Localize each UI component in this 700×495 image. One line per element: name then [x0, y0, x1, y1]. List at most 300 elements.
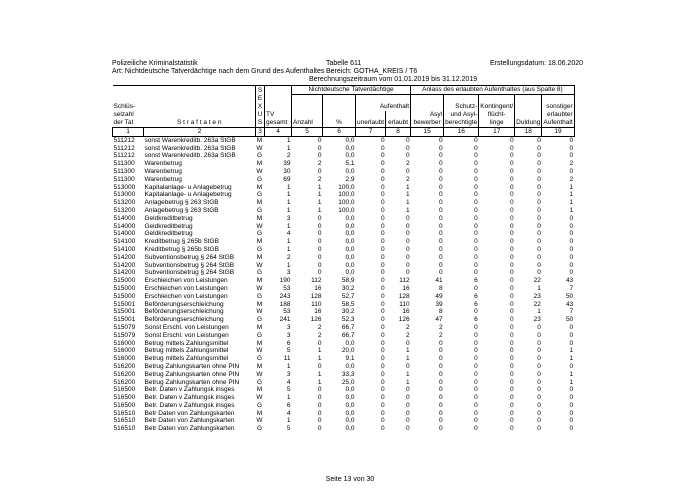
sonstiger-cell: 50 [565, 316, 574, 324]
asyl-cell: 0 [438, 230, 443, 238]
key-cell: 511300 [113, 175, 135, 183]
sonstiger-cell: 0 [569, 136, 574, 144]
pct-cell: 58,9 [341, 277, 355, 285]
duldung-cell: 0 [537, 253, 541, 261]
erlaubt-cell: 0 [405, 339, 410, 347]
unerlaubt-cell: 0 [380, 277, 385, 285]
column-number-row [113, 128, 575, 137]
unerlaubt-cell: 0 [380, 331, 385, 339]
crime-cell: Warenbetrug [144, 160, 182, 168]
sex-cell: M [256, 253, 263, 261]
duldung-cell: 0 [537, 386, 541, 394]
pct-cell: 30,2 [341, 308, 355, 316]
schutz-cell: 0 [474, 409, 478, 417]
key-cell: 515001 [113, 316, 136, 324]
unerlaubt-cell: 0 [380, 269, 385, 277]
column-number: 17 [479, 128, 515, 137]
unerlaubt-cell: 0 [380, 152, 385, 160]
sonstiger-cell: 0 [569, 425, 574, 433]
duldung-cell: 0 [537, 339, 541, 347]
sonstiger-cell: 0 [569, 401, 574, 409]
tv-total-cell: 11 [283, 355, 291, 363]
asyl-cell: 0 [438, 144, 443, 152]
pct-cell: 2,9 [345, 175, 355, 183]
duldung-cell: 0 [537, 394, 541, 402]
duldung-cell: 23 [533, 316, 541, 324]
kontingent-cell: 0 [510, 160, 514, 168]
asyl-cell: 0 [438, 401, 443, 409]
key-cell: 514200 [113, 269, 136, 277]
asyl-cell: 47 [435, 316, 443, 324]
sonstiger-cell: 0 [569, 222, 574, 230]
schutz-header: Schutz- [444, 103, 479, 111]
asyl-cell: 0 [438, 253, 443, 261]
count-cell: 128 [310, 292, 322, 300]
table-row [113, 215, 575, 223]
kontingent-cell: 0 [510, 284, 514, 292]
tv-total-cell: 3 [286, 331, 291, 339]
key-cell: 514200 [113, 253, 136, 261]
duldung-cell: 0 [537, 160, 541, 168]
crime-cell: Betrug mittels Zahlungsmittel [144, 347, 229, 355]
erlaubt-cell: 16 [402, 308, 410, 316]
sex-header: X [256, 103, 265, 111]
pct-header: % [323, 119, 356, 128]
sex-cell: W [256, 417, 263, 425]
kontingent-cell: 0 [510, 300, 514, 308]
schutz-cell: 6 [474, 316, 478, 324]
duldung-cell: 0 [537, 206, 541, 214]
column-number: 18 [515, 128, 542, 137]
erlaubt-cell: 2 [405, 331, 410, 339]
table-row [113, 316, 575, 324]
erlaubt-cell: 0 [405, 230, 410, 238]
pct-cell: 0,0 [345, 339, 355, 347]
pct-cell: 0,0 [345, 386, 355, 394]
duldung-cell: 0 [537, 370, 541, 378]
sonstiger-cell: 0 [569, 245, 574, 253]
count-cell: 0 [317, 401, 322, 409]
duldung-cell: 0 [537, 199, 541, 207]
unerlaubt-cell: 0 [380, 355, 385, 363]
schutz-cell: 0 [474, 394, 478, 402]
unerlaubt-cell: 0 [380, 199, 385, 207]
count-cell: 0 [317, 409, 322, 417]
sonstiger-cell: 50 [565, 292, 574, 300]
asyl-cell: 0 [438, 238, 443, 246]
asyl-cell: 2 [438, 323, 443, 331]
table-header [113, 86, 575, 137]
table-row [113, 371, 575, 379]
duldung-cell: 0 [537, 167, 541, 175]
table-row [113, 386, 575, 394]
schutz-cell: 0 [474, 144, 478, 152]
schutz-cell: 0 [474, 269, 478, 277]
table-row [113, 207, 575, 215]
schutz-cell: 0 [474, 167, 478, 175]
duldung-cell: 0 [537, 331, 541, 339]
count-cell: 0 [317, 261, 322, 269]
table-row [113, 136, 575, 144]
crime-cell: sonst Warenkreditb. 263a StGB [144, 152, 236, 160]
sonstiger-cell: 0 [569, 331, 574, 339]
kontingent-cell: 0 [510, 292, 514, 300]
asyl-cell: 0 [438, 409, 443, 417]
sex-cell: W [256, 308, 263, 316]
erlaubt-cell: 0 [405, 144, 410, 152]
kontingent-cell: 0 [510, 261, 514, 269]
schutz-cell: 0 [474, 152, 478, 160]
unerlaubt-cell: 0 [380, 253, 385, 261]
table-row [113, 308, 575, 316]
crime-cell: Kapitalanlage- u Anlagebetrug [144, 191, 232, 199]
asyl-cell: 0 [438, 136, 443, 144]
sex-cell: G [256, 206, 263, 214]
sonstiger-cell: 7 [569, 308, 574, 316]
kontingent-cell: 0 [510, 199, 514, 207]
schutz-cell: 0 [474, 339, 478, 347]
duldung-cell: 0 [537, 261, 541, 269]
unerlaubt-cell: 0 [380, 214, 385, 222]
duldung-cell: 0 [537, 144, 541, 152]
key-cell: 515000 [113, 277, 136, 285]
asyl-header: bewerber [411, 119, 444, 128]
sex-cell: M [256, 339, 263, 347]
table-row [113, 425, 575, 433]
key-cell: 514200 [113, 261, 136, 269]
count-cell: 1 [317, 191, 322, 199]
schutz-cell: 0 [474, 222, 478, 230]
tv-total-cell: 4 [286, 409, 291, 417]
count-cell: 0 [317, 339, 322, 347]
schutz-cell: 0 [474, 417, 478, 425]
crime-cell: Warenbetrug [144, 175, 182, 183]
crime-cell: Betrug Zahlungskarten ohne PIN [144, 370, 240, 378]
key-cell: 515000 [113, 292, 136, 300]
asyl-cell: 0 [438, 214, 443, 222]
kontingent-header: Kontingent/ [480, 103, 514, 111]
column-number: 5 [292, 128, 323, 137]
schutz-cell: 0 [474, 245, 478, 253]
tv-total-cell: 243 [279, 292, 291, 300]
sex-header: U [256, 111, 265, 119]
tv-total-cell: 3 [286, 269, 291, 277]
sonstiger-cell: 7 [569, 284, 574, 292]
schutz-cell: 0 [474, 323, 478, 331]
table-row [113, 262, 575, 270]
count-cell: 0 [317, 394, 322, 402]
sex-cell: W [256, 284, 263, 292]
count-cell: 0 [317, 269, 322, 277]
tv-total-cell: 188 [279, 300, 291, 308]
sex-cell: G [256, 230, 263, 238]
sonstiger-cell: 43 [565, 300, 574, 308]
table-row [113, 363, 575, 371]
crime-cell: Betrug Zahlungskarten ohne PIN [144, 378, 240, 386]
pct-cell: 100,0 [338, 191, 355, 199]
erlaubt-cell: 0 [405, 409, 410, 417]
unerlaubt-cell: 0 [380, 339, 385, 347]
sonstiger-cell: 0 [569, 409, 574, 417]
asyl-cell: 0 [438, 261, 443, 269]
unerlaubt-cell: 0 [380, 409, 385, 417]
crime-cell: Erschleichen von Leistungen [144, 292, 228, 300]
key-cell: 516510 [113, 409, 136, 417]
kontingent-cell: 0 [510, 323, 514, 331]
key-cell: 511212 [113, 136, 135, 144]
crime-cell: Sonst Erschl. von Leistungen [144, 323, 229, 331]
kontingent-cell: 0 [510, 253, 514, 261]
kontingent-cell: 0 [510, 401, 514, 409]
sex-cell: M [256, 199, 263, 207]
erlaubt-cell: 0 [405, 245, 410, 253]
kontingent-cell: 0 [510, 308, 514, 316]
key-cell: 516500 [113, 386, 136, 394]
tv-total-cell: 5 [286, 347, 291, 355]
schutz-cell: 0 [474, 378, 478, 386]
schutz-cell: 0 [474, 284, 478, 292]
crime-cell: Betr. Daten v Zahlungsk insges [144, 386, 235, 394]
kontingent-cell: 0 [510, 355, 514, 363]
tv-total-cell: 4 [286, 230, 291, 238]
count-cell: 0 [317, 245, 322, 253]
count-cell: 110 [311, 300, 322, 308]
schutz-cell: 0 [474, 347, 478, 355]
key-cell: 511212 [113, 152, 135, 160]
tv-total-cell: 1 [286, 199, 291, 207]
sonstiger-cell: 1 [569, 347, 574, 355]
table-subtitle: Art: Nichtdeutsche Tatverdächtige nach dem Grund des Aufenthaltes [112, 68, 325, 75]
schutz-cell: 0 [474, 230, 478, 238]
schutz-cell: 6 [474, 300, 478, 308]
sonstiger-cell: 0 [569, 261, 574, 269]
pct-cell: 0,0 [345, 214, 355, 222]
duldung-cell: 0 [537, 222, 541, 230]
column-number: 2 [144, 128, 256, 137]
schutz-cell: 0 [474, 386, 478, 394]
schutz-cell: 0 [474, 401, 478, 409]
unerlaubt-cell: 0 [380, 160, 385, 168]
duldung-cell: 22 [533, 300, 541, 308]
key-cell: 514000 [113, 214, 136, 222]
sonstiger-cell: 1 [569, 191, 574, 199]
key-cell: 515001 [113, 308, 136, 316]
count-cell: 1 [317, 355, 322, 363]
asyl-cell: 0 [438, 425, 443, 433]
sex-cell: G [256, 378, 263, 386]
erlaubt-cell: 1 [405, 206, 410, 214]
kontingent-cell: 0 [510, 238, 514, 246]
erlaubt-cell: 1 [405, 347, 410, 355]
sonstiger-cell: 2 [569, 160, 574, 168]
tv-total-cell: 53 [283, 284, 291, 292]
schutz-cell: 0 [474, 191, 478, 199]
kontingent-cell: 0 [510, 425, 514, 433]
crime-cell: Kreditbetrug § 265b StGB [144, 245, 219, 253]
erlaubt-cell: 1 [405, 199, 410, 207]
tv-total-cell: 4 [286, 378, 291, 386]
crime-cell: Sonst Erschl. von Leistungen [144, 331, 229, 339]
crime-cell: sonst Warenkreditb. 263a StGB [144, 136, 236, 144]
key-header: selzahl [113, 111, 134, 119]
kontingent-header: flücht- [479, 111, 515, 119]
tv-total-cell: 1 [286, 206, 291, 214]
pct-cell: 9,1 [345, 355, 355, 363]
tv-total-cell: 5 [286, 425, 291, 433]
unerlaubt-cell: 0 [380, 284, 385, 292]
table-row [113, 417, 575, 425]
unerlaubt-cell: 0 [380, 136, 385, 144]
pct-cell: 0,0 [345, 409, 355, 417]
table-row [113, 168, 575, 176]
unerlaubt-cell: 0 [380, 417, 385, 425]
erlaubt-cell: 1 [405, 355, 410, 363]
unerlaubt-cell: 0 [380, 183, 385, 191]
crime-cell: Kapitalanlage- u Anlagebetrug [144, 183, 232, 191]
sex-cell: W [256, 347, 263, 355]
sex-cell: W [256, 394, 263, 402]
count-cell: 2 [317, 160, 322, 168]
tv-total-cell: 3 [286, 214, 291, 222]
sex-cell: W [256, 222, 263, 230]
pct-cell: 0,0 [345, 269, 355, 277]
key-cell: 516200 [113, 362, 136, 370]
pct-cell: 0,0 [345, 425, 355, 433]
sonstiger-cell: 0 [569, 167, 574, 175]
erlaubt-cell: 2 [405, 323, 410, 331]
asyl-cell: 0 [438, 386, 443, 394]
count-cell: 16 [314, 308, 322, 316]
table-row [113, 191, 575, 199]
count-cell: 0 [317, 214, 322, 222]
tv-total-cell: 5 [286, 386, 291, 394]
key-cell: 514000 [113, 222, 136, 230]
kontingent-cell: 0 [510, 394, 514, 402]
schutz-cell: 0 [474, 199, 478, 207]
asyl-cell: 0 [438, 339, 443, 347]
unerlaubt-cell: 0 [380, 378, 385, 386]
sex-cell: M [256, 136, 263, 144]
unerlaubt-cell: 0 [380, 206, 385, 214]
crime-cell: Beförderungserschleichung [144, 308, 224, 316]
unerlaubt-cell: 0 [380, 386, 385, 394]
sex-cell: M [256, 160, 263, 168]
asyl-cell: 0 [438, 167, 443, 175]
duldung-cell: 0 [537, 175, 541, 183]
key-cell: 516510 [113, 417, 136, 425]
erlaubt-cell: 0 [405, 167, 410, 175]
column-number: 19 [542, 128, 574, 137]
sex-cell: G [256, 175, 263, 183]
kontingent-cell: 0 [510, 222, 514, 230]
asyl-cell: 0 [438, 417, 443, 425]
sonstiger-cell: 0 [569, 362, 574, 370]
org-name: Polizeiliche Kriminalstatistik [112, 60, 198, 67]
asyl-cell: 0 [438, 394, 443, 402]
sex-cell: G [256, 401, 263, 409]
asyl-cell: 0 [438, 355, 443, 363]
group-erlaubter-aufenthalt: Anlass des erlaubten Aufenthaltes (aus Spalte 8) [411, 86, 575, 95]
table-number: Tabelle 611 [326, 60, 362, 67]
count-cell: 0 [317, 136, 322, 144]
key-cell: 516200 [113, 378, 136, 386]
key-cell: 513000 [113, 183, 136, 191]
unerlaubt-cell: 0 [380, 175, 385, 183]
pct-cell: 100,0 [338, 183, 355, 191]
unerlaubt-cell: 0 [380, 230, 385, 238]
asyl-cell: 0 [438, 362, 443, 370]
erlaubt-cell: 1 [405, 378, 410, 386]
table-row [113, 293, 575, 301]
crime-cell: Beförderungserschleichung [144, 316, 224, 324]
sex-header: S [256, 119, 265, 128]
count-cell: 0 [317, 238, 322, 246]
sex-cell: G [256, 269, 263, 277]
pct-cell: 0,0 [345, 261, 355, 269]
sex-cell: G [256, 152, 263, 160]
schutz-cell: 0 [474, 238, 478, 246]
kontingent-cell: 0 [510, 378, 514, 386]
schutz-cell: 0 [474, 308, 478, 316]
pct-cell: 0,0 [345, 417, 355, 425]
erlaubt-cell: 0 [405, 238, 410, 246]
crime-cell: Betr Daten von Zahlungskarten [144, 417, 235, 425]
tv-total-cell: 190 [279, 277, 291, 285]
key-cell: 513200 [113, 206, 136, 214]
sex-cell: G [256, 245, 263, 253]
duldung-cell: 0 [537, 425, 541, 433]
sex-cell: M [256, 300, 263, 308]
table-row [113, 152, 575, 160]
crime-cell: Geldkreditbetrug [144, 222, 193, 230]
unerlaubt-cell: 0 [380, 370, 385, 378]
count-cell: 1 [317, 378, 322, 386]
sonstiger-cell: 1 [569, 199, 574, 207]
kontingent-cell: 0 [510, 144, 514, 152]
crime-cell: Betr Daten von Zahlungskarten [144, 425, 235, 433]
unerlaubt-cell: 0 [380, 347, 385, 355]
table-row [113, 355, 575, 363]
kontingent-header: linge [479, 119, 515, 128]
column-number: 8 [386, 128, 411, 137]
pct-cell: 0,0 [345, 136, 355, 144]
count-cell: 0 [317, 230, 322, 238]
kontingent-cell: 0 [510, 277, 514, 285]
unerlaubt-cell: 0 [380, 308, 385, 316]
key-cell: 516000 [113, 347, 136, 355]
tv-total-cell: 1 [286, 245, 291, 253]
sex-cell: M [256, 323, 263, 331]
schutz-cell: 0 [474, 355, 478, 363]
duldung-cell: 1 [537, 284, 541, 292]
page-footer: Seite 13 von 30 [325, 476, 375, 483]
asyl-cell: 0 [438, 222, 443, 230]
asyl-cell: 49 [435, 292, 443, 300]
asyl-header: Asyl [411, 111, 444, 119]
schutz-cell: 0 [474, 136, 478, 144]
duldung-cell: 0 [537, 238, 541, 246]
crime-cell: Betrug mittels Zahlungsmittel [144, 339, 229, 347]
sonstiger-header: Aufenthalt [543, 119, 573, 127]
count-cell: 0 [317, 152, 322, 160]
pct-cell: 100,0 [338, 206, 355, 214]
key-cell: 514100 [113, 238, 136, 246]
crime-cell: Betrug Zahlungskarten ohne PIN [144, 362, 240, 370]
crime-cell: Geldkreditbetrug [144, 214, 193, 222]
key-cell: 515001 [113, 300, 136, 308]
table-row [113, 402, 575, 410]
kontingent-cell: 0 [510, 386, 514, 394]
